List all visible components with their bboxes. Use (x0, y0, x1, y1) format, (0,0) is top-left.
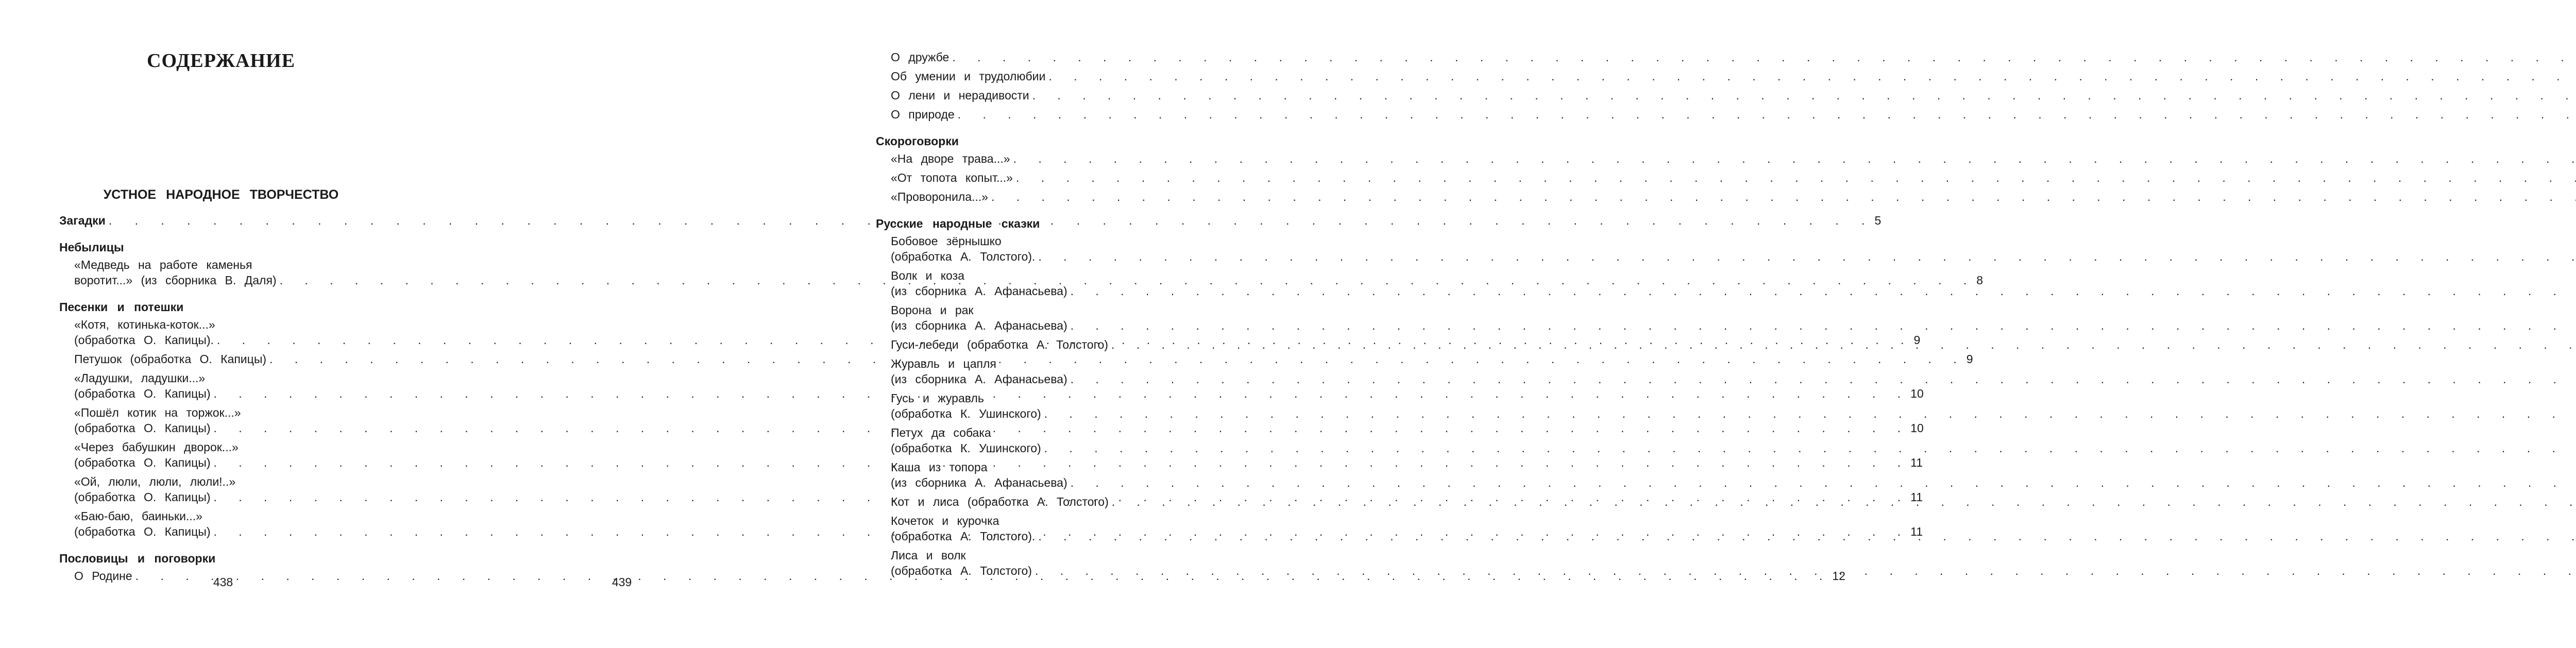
toc-entry-text: (обработка К. Ушинского) (891, 407, 1041, 420)
toc-entry-title: Журавль и цапля (891, 357, 996, 370)
toc-entry-title: «Через бабушкин дворок...» (74, 440, 239, 454)
toc-entry-text: (обработка А. Толстого). (891, 530, 1036, 543)
toc-entry-title: Кочеток и курочка (891, 514, 999, 527)
toc-entry-text: (из сборника А. Афанасьева) (891, 476, 1067, 489)
toc-entry[interactable] (876, 459, 1204, 490)
toc-entry-title: Ворона и рак (891, 303, 974, 317)
toc-heading (59, 551, 383, 566)
toc-page-number: 10 (1910, 387, 1924, 400)
toc-entry-text: воротит...» (из сборника В. Даля) (74, 274, 277, 287)
toc-page-number: 10 (1910, 421, 1924, 435)
toc-entry[interactable] (876, 107, 1204, 122)
toc-heading (59, 299, 383, 315)
dot-leader (1071, 371, 2576, 387)
toc-page-number: 11 (1910, 525, 1923, 538)
toc-entry-row (891, 249, 1204, 264)
toc-entry-text: «От топота копыт...» (891, 171, 1013, 184)
dot-leader (1071, 283, 2576, 299)
toc-page-number: 5 (1874, 214, 1882, 227)
toc-entry-row (891, 107, 1204, 122)
toc-entry-title: «Пошёл котик на торжок...» (74, 406, 241, 419)
toc-entry-title: Каша из топора (891, 461, 988, 474)
toc-entry-row (891, 528, 1204, 544)
toc-entry-text: (обработка А. Толстого). (891, 250, 1036, 263)
toc-entry-row (891, 494, 1204, 509)
toc-entry-row (891, 563, 1204, 578)
toc-page-number: 9 (1966, 352, 1973, 366)
dot-leader (1032, 88, 2576, 103)
toc-heading-text: Песенки и потешки (59, 300, 184, 314)
toc-page-number: 8 (1976, 274, 1984, 287)
toc-entry-text: Гуси-лебеди (обработка А. Толстого) (891, 338, 1108, 351)
toc-entry-text: О лени и нерадивости (891, 89, 1029, 102)
toc-entry-row (891, 371, 1204, 387)
toc-entry[interactable] (876, 170, 1204, 185)
page-title: СОДЕРЖАНИЕ (147, 50, 295, 72)
toc-heading-text: Небылицы (59, 241, 124, 254)
toc-entry-row (891, 49, 1204, 65)
toc-entry-row (891, 69, 1204, 84)
toc-entry-title: «Медведь на работе каменья (74, 258, 252, 271)
toc-entry[interactable] (876, 337, 1204, 352)
right-page (417, 0, 1109, 648)
toc-entry[interactable] (876, 268, 1204, 299)
dot-leader (1048, 69, 2576, 84)
toc-heading (59, 240, 383, 255)
toc-entry-title: «Баю-баю, баиньки...» (74, 509, 202, 523)
toc-entry[interactable] (876, 88, 1204, 103)
toc-page-number: 12 (1832, 569, 1845, 583)
dot-leader (1016, 170, 2576, 185)
dot-leader (1038, 249, 2576, 264)
toc-entry-text: «На дворе трава...» (891, 152, 1010, 165)
toc-entry-title: Волк и коза (891, 269, 964, 282)
toc-entry-row (891, 337, 1204, 352)
dot-leader (958, 107, 2576, 122)
toc-entry-text: (обработка О. Капицы) (74, 525, 211, 538)
toc-entry-row (891, 283, 1204, 299)
toc-heading (876, 133, 1204, 149)
dot-leader (1013, 151, 2576, 166)
toc-entry[interactable] (876, 69, 1204, 84)
toc-entry-title: Петух да собака (891, 426, 991, 439)
toc-entry-text: (обработка К. Ушинского) (891, 441, 1041, 455)
dot-leader (1038, 528, 2576, 544)
toc-entry[interactable] (876, 151, 1204, 166)
toc-page-number: 11 (1910, 456, 1923, 469)
dot-leader (1044, 406, 2576, 421)
toc-entry-row (891, 406, 1204, 421)
toc-entry[interactable] (876, 425, 1204, 456)
toc-entry-text: (обработка О. Капицы) (74, 421, 211, 435)
toc-entry-title: «Котя, котинька-коток...» (74, 318, 215, 331)
toc-entry-title: «Ой, люли, люли, люли!..» (74, 475, 236, 488)
toc-entry-text: (обработка О. Капицы) (74, 490, 211, 504)
toc-heading (876, 216, 1204, 231)
dot-leader (1112, 494, 2576, 509)
toc-entry-row (891, 318, 1204, 333)
toc-entry-row (891, 189, 1204, 204)
dot-leader (991, 189, 2576, 204)
toc-heading-text: Пословицы и поговорки (59, 552, 216, 565)
toc-entry-text: (из сборника А. Афанасьева) (891, 319, 1067, 332)
toc-entry-text: Петушок (обработка О. Капицы) (74, 352, 267, 366)
dot-leader (1071, 318, 2576, 333)
section-title: УСТНОЕ НАРОДНОЕ ТВОРЧЕСТВО (103, 187, 339, 202)
toc-entry-text: Об умении и трудолюбии (891, 70, 1046, 83)
toc-entry-text: «Проворонила...» (891, 190, 988, 203)
toc-entry-text: (обработка О. Капицы). (74, 333, 214, 347)
toc-entry[interactable] (876, 356, 1204, 387)
page-number-right: 439 (612, 575, 632, 589)
dot-leader (1044, 440, 2576, 456)
toc-column-right (876, 49, 1204, 582)
page-number-left: 438 (213, 575, 233, 589)
toc-entry-text: (обработка А. Толстого) (891, 564, 1032, 577)
toc-entry-text: Кот и лиса (обработка А. Толстого) (891, 495, 1109, 508)
toc-entry-text: О природе (891, 108, 955, 121)
toc-entry-title: Бобовое зёрнышко (891, 234, 1002, 248)
toc-entry-text: (обработка О. Капицы) (74, 387, 211, 400)
toc-entry-title: «Ладушки, ладушки...» (74, 371, 206, 385)
toc-entry-row (891, 88, 1204, 103)
toc-heading-text: Загадки (59, 214, 106, 227)
toc-entry[interactable] (876, 233, 1204, 264)
toc-entry-row (891, 170, 1204, 185)
toc-entry-text: (из сборника А. Афанасьева) (891, 372, 1067, 386)
dot-leader (1035, 563, 2576, 578)
toc-entry-text: (из сборника А. Афанасьева) (891, 284, 1067, 298)
toc-entry-title: Лиса и волк (891, 549, 966, 562)
dot-leader (1111, 337, 2576, 352)
toc-entry[interactable] (876, 302, 1204, 333)
toc-entry-row (891, 151, 1204, 166)
toc-entry[interactable] (876, 390, 1204, 421)
toc-entry-row (891, 440, 1204, 456)
toc-entry-text: О дружбе (891, 50, 950, 64)
toc-entry[interactable] (876, 49, 1204, 65)
toc-entry[interactable] (876, 494, 1204, 509)
toc-page-number: 9 (1913, 333, 1921, 347)
toc-entry-title: Гусь и журавль (891, 391, 984, 405)
toc-heading-text: Скороговорки (876, 134, 959, 148)
dot-leader (952, 49, 2576, 65)
toc-entry-text: О Родине (74, 569, 132, 583)
toc-entry-text: (обработка О. Капицы) (74, 456, 211, 469)
toc-heading-text: Русские народные сказки (876, 217, 1040, 230)
toc-entry[interactable] (876, 189, 1204, 204)
toc-page-number: 11 (1910, 490, 1923, 504)
toc-entry[interactable] (876, 513, 1204, 544)
toc-entry[interactable] (876, 548, 1204, 578)
toc-entry-row (891, 475, 1204, 490)
dot-leader (1071, 475, 2576, 490)
